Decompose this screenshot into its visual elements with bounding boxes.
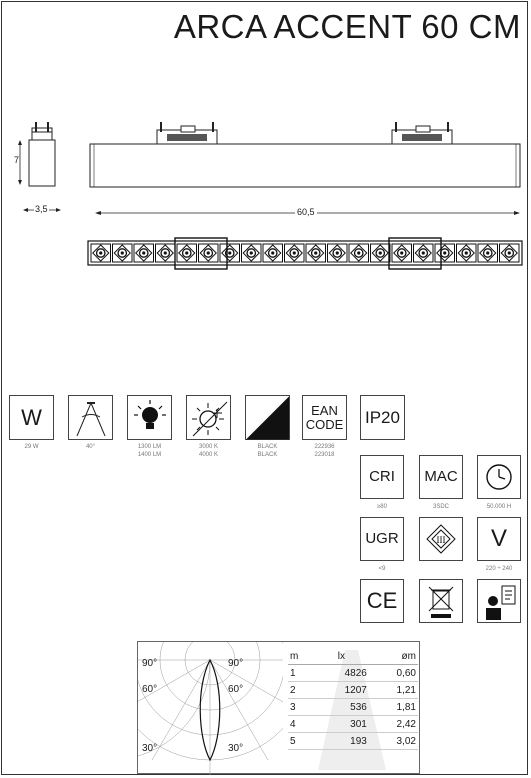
col-diameter: øm bbox=[369, 648, 418, 665]
led-cell bbox=[263, 244, 283, 262]
angle-30-right: 30° bbox=[228, 743, 244, 754]
diameter-cell: 2,42 bbox=[369, 716, 418, 733]
led-cell bbox=[113, 244, 133, 262]
diameter-cell: 1,81 bbox=[369, 699, 418, 716]
diameter-cell: 0,60 bbox=[369, 665, 418, 682]
led-cell bbox=[306, 244, 326, 262]
table-row bbox=[288, 699, 418, 716]
led-cell bbox=[414, 244, 434, 262]
distance-cell: 2 bbox=[288, 682, 314, 699]
ce-mark-text: CE bbox=[366, 588, 398, 614]
angle-30-left: 30° bbox=[142, 743, 158, 754]
led-cell bbox=[435, 244, 455, 262]
led-cell bbox=[457, 244, 477, 262]
product-title: ARCA ACCENT 60 CM bbox=[173, 8, 521, 45]
led-cell bbox=[478, 244, 498, 262]
lux-cell: 536 bbox=[314, 699, 369, 716]
col-m: m bbox=[288, 648, 314, 665]
ugr-text: UGR bbox=[365, 530, 399, 548]
finish-icon bbox=[245, 395, 290, 440]
lamp-label: 1300 LM 1400 LM bbox=[137, 444, 162, 458]
led-strip-drawing bbox=[87, 237, 523, 273]
led-cell bbox=[91, 244, 111, 262]
ip-rating-text: IP20 bbox=[365, 407, 400, 427]
class-iii-icon bbox=[419, 517, 463, 561]
lux-cell: 301 bbox=[314, 716, 369, 733]
macadam-label: 3SDC bbox=[432, 504, 449, 510]
color-temperature-label: 3000 K 4000 K bbox=[198, 444, 219, 458]
ean-code-icon bbox=[302, 395, 347, 440]
finish-label: BLACK BLACK bbox=[257, 444, 278, 458]
lux-cell: 193 bbox=[314, 733, 369, 750]
polar-diagram bbox=[138, 642, 283, 775]
led-cell bbox=[285, 244, 305, 262]
led-cell bbox=[134, 244, 154, 262]
lifetime-clock-icon bbox=[477, 455, 521, 499]
led-cell bbox=[500, 244, 520, 262]
angle-90-left: 90° bbox=[142, 658, 158, 669]
height-dimension: 7 bbox=[14, 155, 20, 165]
diameter-cell: 1,21 bbox=[369, 682, 418, 699]
distance-cell: 4 bbox=[288, 716, 314, 733]
lux-cell: 4826 bbox=[314, 665, 369, 682]
svg-text:III: III bbox=[436, 535, 446, 545]
watt-label: 29 W bbox=[24, 444, 39, 450]
diameter-cell: 3,02 bbox=[369, 733, 418, 750]
ugr-icon bbox=[360, 517, 404, 561]
led-cell bbox=[156, 244, 176, 262]
distance-cell: 5 bbox=[288, 733, 314, 750]
led-cell bbox=[199, 244, 219, 262]
distance-cell: 1 bbox=[288, 665, 314, 682]
led-cell bbox=[177, 244, 197, 262]
table-row bbox=[288, 682, 418, 699]
voltage-icon bbox=[477, 517, 521, 561]
led-cell bbox=[371, 244, 391, 262]
table-row bbox=[288, 665, 418, 682]
cri-icon bbox=[360, 455, 404, 499]
lux-cell: 1207 bbox=[314, 682, 369, 699]
distance-cell: 3 bbox=[288, 699, 314, 716]
color-temperature-icon bbox=[186, 395, 231, 440]
table-row bbox=[288, 733, 418, 750]
voltage-text: V bbox=[490, 525, 507, 553]
cri-text: CRI bbox=[369, 468, 395, 486]
ean-code-text: EAN CODE bbox=[305, 402, 344, 432]
beam-angle-icon bbox=[68, 395, 113, 440]
ip-rating-icon bbox=[360, 395, 405, 440]
angle-60-left: 60° bbox=[142, 684, 158, 695]
beam-angle-label: 40° bbox=[85, 444, 96, 450]
watt-icon bbox=[9, 395, 54, 440]
lifetime-clock-label: 50.000 H bbox=[486, 504, 512, 510]
led-cell bbox=[392, 244, 412, 262]
illuminance-table bbox=[288, 648, 418, 750]
watt-text: W bbox=[21, 404, 42, 430]
macadam-icon bbox=[419, 455, 463, 499]
led-cell bbox=[349, 244, 369, 262]
photometric-panel bbox=[137, 641, 420, 774]
weee-bin-icon bbox=[419, 579, 463, 623]
length-dimension: 60,5 bbox=[297, 207, 315, 217]
col-lx: lx bbox=[314, 648, 369, 665]
voltage-label: 220 ÷ 240 bbox=[485, 566, 513, 572]
end-profile-drawing bbox=[14, 118, 64, 218]
led-cell bbox=[328, 244, 348, 262]
angle-60-right: 60° bbox=[228, 684, 244, 695]
cri-label: ≥80 bbox=[377, 504, 387, 510]
ce-mark-icon bbox=[360, 579, 404, 623]
led-cell bbox=[220, 244, 240, 262]
macadam-text: MAC bbox=[424, 468, 458, 486]
table-row bbox=[288, 716, 418, 733]
led-cell bbox=[242, 244, 262, 262]
angle-90-right: 90° bbox=[228, 658, 244, 669]
depth-dimension: 3,5 bbox=[35, 204, 48, 214]
ugr-label: <9 bbox=[378, 566, 386, 572]
ean-code-label: 222936 223018 bbox=[314, 444, 335, 458]
lamp-icon bbox=[127, 395, 172, 440]
installer-icon bbox=[477, 579, 521, 623]
